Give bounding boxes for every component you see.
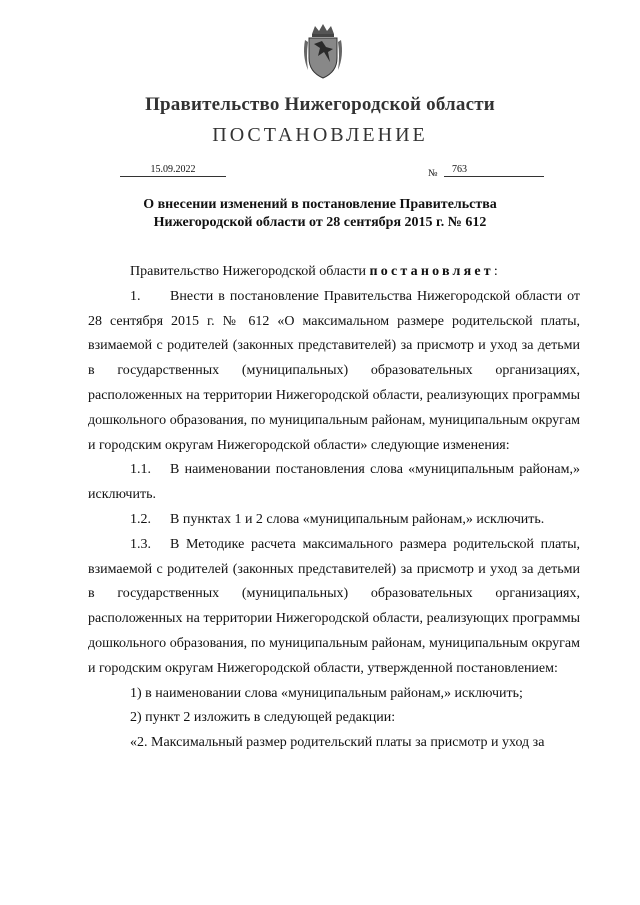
paragraph-1-3: [88, 533, 580, 682]
document-type: ПОСТАНОВЛЕНИЕ: [212, 124, 428, 146]
paragraph-1-1-text: В наименовании постановления слова «муниципальным районам,» исключить.: [88, 462, 580, 503]
paragraph-1-2-text: В пунктах 1 и 2 слова «муниципальным районам,» исключить.: [170, 511, 545, 527]
number-label: №: [428, 168, 438, 179]
subitem-1: 1) в наименовании слова «муниципальным районам,» исключить;: [130, 685, 523, 701]
intro-paragraph: [88, 260, 580, 285]
paragraph-1-text: Внести в постановление Правительства Нижегородской области от 28 сентября 2015 г. № 612 «О максимальном размере родительской платы, взимаемой с родителей (законных представителей) за присмотр и уход за детьми в государственных (муниципальных) образовательных организациях, расположенных на территории Нижегородской области, реализующих программы дошкольного образования, по муниципальным районам, муниципальным округам и городским округам Нижегородской области» следующие изменения:: [88, 288, 580, 453]
document-body: [88, 260, 580, 756]
intro-end: :: [493, 264, 498, 279]
document-date: 15.09.2022: [120, 164, 226, 177]
paragraph-1-1: [88, 458, 580, 508]
quoted-paragraph: «2. Максимальный размер родительский платы за присмотр и уход за: [130, 735, 545, 751]
coat-of-arms-icon: [302, 22, 344, 80]
intro-verb: постановляет: [369, 264, 494, 279]
document-number: 763: [444, 164, 544, 177]
subitem-2: 2) пункт 2 изложить в следующей редакции:: [130, 710, 396, 726]
paragraph-1-number: 1.: [130, 288, 141, 304]
paragraph-1-1-number: 1.1.: [130, 462, 151, 478]
document-title: [100, 196, 540, 232]
government-name: Правительство Нижегородской области: [145, 94, 495, 115]
title-line-2: Нижегородской области от 28 сентября 2015 г. № 612: [153, 215, 487, 230]
paragraph-1-3-text: В Методике расчета максимального размера родительской платы, взимаемой с родителей (законных представителей) за присмотр и уход за детьми в государственных (муниципальных) образовательных организациях, расположенных на территории Нижегородской области, реализующих программы дошкольного образования, по муниципальным районам, муниципальным округам и городским округам Нижегородской области, утвержденной постановлением:: [88, 536, 580, 676]
paragraph-1-2: [88, 508, 580, 533]
paragraph-1-3-number: 1.3.: [130, 536, 151, 552]
title-line-1: О внесении изменений в постановление Правительства: [143, 197, 497, 212]
intro-text: Правительство Нижегородской области: [130, 264, 366, 279]
paragraph-1: [88, 285, 580, 459]
paragraph-1-2-number: 1.2.: [130, 511, 151, 527]
